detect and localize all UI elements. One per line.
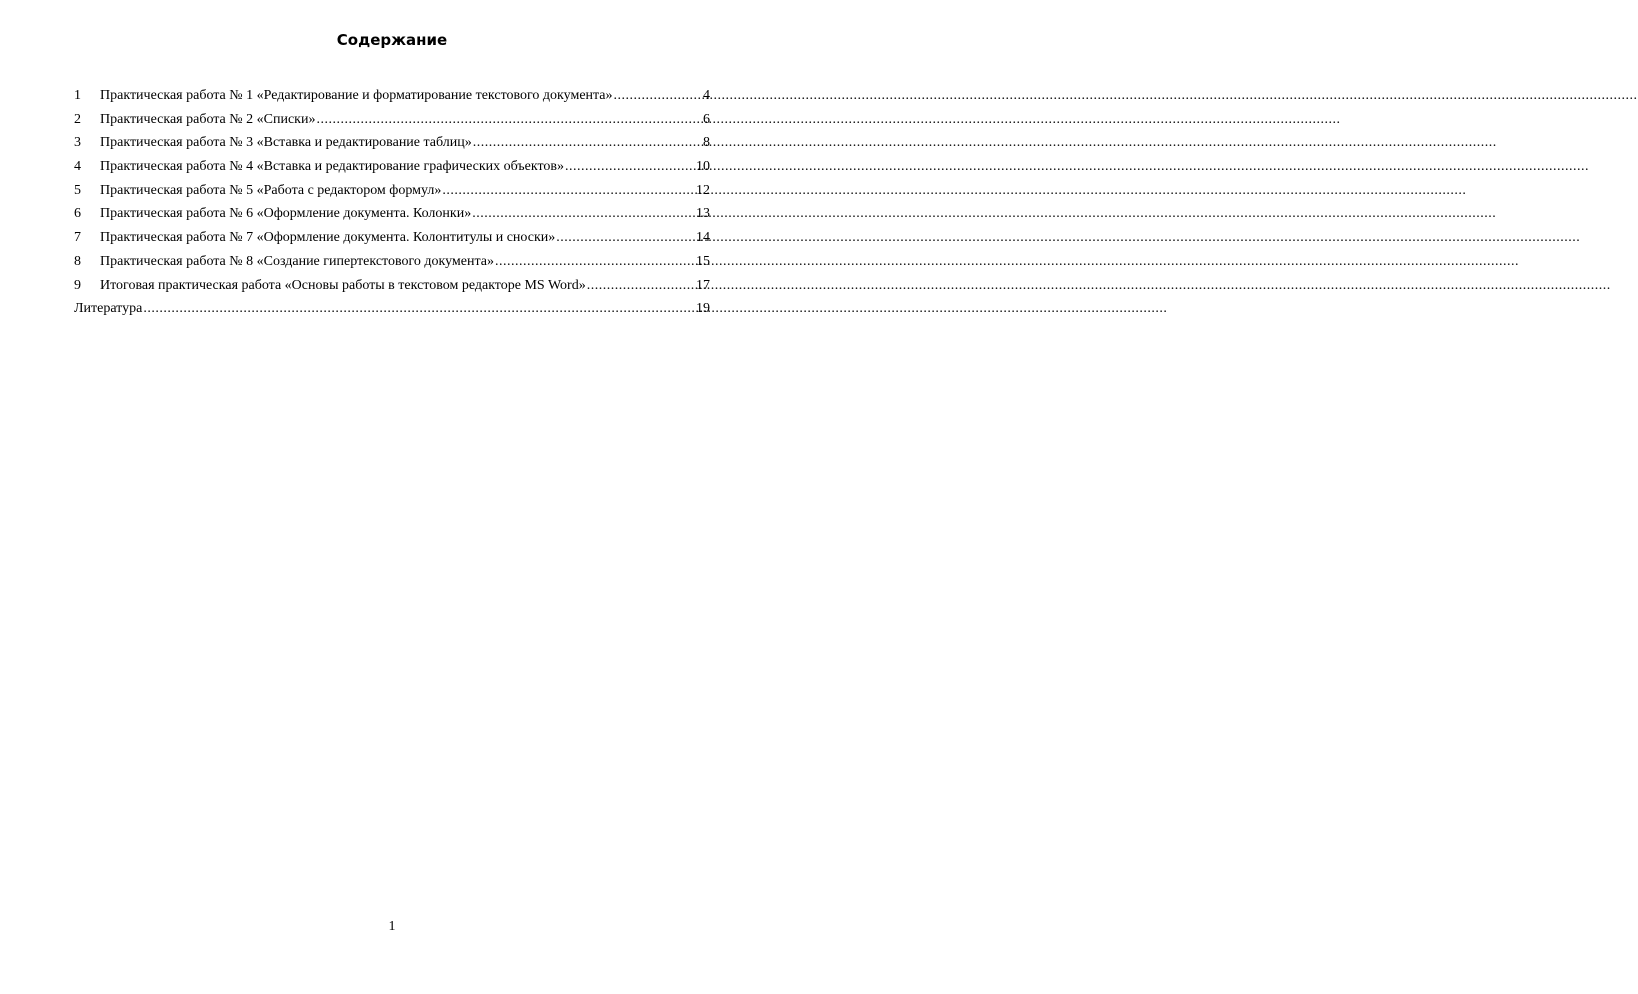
toc-dot-leader [316, 108, 702, 132]
toc-dot-leader [473, 131, 702, 155]
toc-dot-leader [556, 226, 695, 250]
toc-entry-number: 3 [74, 135, 81, 151]
toc-entry-page: 6 [703, 111, 710, 127]
toc-entry-page: 10 [696, 159, 710, 175]
toc-entry[interactable] [74, 179, 710, 203]
toc-entry-title: Практическая работа № 3 «Вставка и редактирование таблиц» [100, 135, 472, 151]
toc-entry-title: Практическая работа № 1 «Редактирование и форматирование текстового документа» [100, 88, 613, 103]
toc-dot-leader [442, 179, 695, 203]
toc-entry-number: 9 [74, 277, 81, 293]
page-number: 1 [388, 919, 396, 934]
toc-entry[interactable] [74, 84, 710, 108]
toc-entry-title: Итоговая практическая работа «Основы работы в текстовом редакторе MS Word» [100, 277, 586, 293]
toc-dot-leader [565, 155, 695, 179]
toc-dot-leader [614, 84, 702, 108]
toc-dot-leader [143, 297, 695, 321]
toc-entry[interactable] [74, 202, 710, 226]
toc-entry-page: 19 [696, 301, 710, 317]
toc-entry-number: 2 [74, 111, 81, 127]
toc-entry-page: 13 [696, 206, 710, 222]
toc-entry-number: 7 [74, 230, 81, 246]
toc-dot-leader [587, 274, 695, 298]
toc-entry-number: 6 [74, 206, 81, 222]
toc-entry-title: Практическая работа № 7 «Оформление документа. Колонтитулы и сноски» [100, 230, 556, 246]
toc-entry-title: Практическая работа № 6 «Оформление документа. Колонки» [100, 206, 472, 222]
page-title: Содержание [336, 31, 448, 49]
toc-entry-title: Практическая работа № 2 «Списки» [100, 111, 316, 127]
toc-entry-literature[interactable] [74, 297, 710, 321]
toc-entry[interactable] [74, 131, 710, 155]
toc-entry-number: 8 [74, 253, 81, 269]
toc-entry[interactable] [74, 250, 710, 274]
table-of-contents [74, 84, 710, 321]
toc-entry[interactable] [74, 155, 710, 179]
toc-entry-page: 17 [696, 277, 710, 293]
toc-entry-title: Практическая работа № 4 «Вставка и редактирование графических объектов» [100, 159, 565, 175]
toc-entry-page: 4 [703, 88, 710, 103]
toc-entry-page: 8 [703, 135, 710, 151]
toc-entry-number: 5 [74, 182, 81, 198]
toc-entry[interactable] [74, 274, 710, 298]
toc-dot-leader [472, 202, 695, 226]
toc-dot-leader [495, 250, 695, 274]
toc-entry[interactable] [74, 108, 710, 132]
toc-entry-page: 14 [696, 230, 710, 246]
toc-entry-page: 12 [696, 182, 710, 198]
toc-entry-page: 15 [696, 253, 710, 269]
toc-entry-title: Литература [74, 301, 143, 317]
toc-entry-number: 4 [74, 159, 81, 175]
toc-entry[interactable] [74, 226, 710, 250]
toc-entry-number: 1 [74, 88, 81, 103]
toc-entry-title: Практическая работа № 8 «Создание гипертекстового документа» [100, 253, 494, 269]
toc-entry-title: Практическая работа № 5 «Работа с редактором формул» [100, 182, 442, 198]
